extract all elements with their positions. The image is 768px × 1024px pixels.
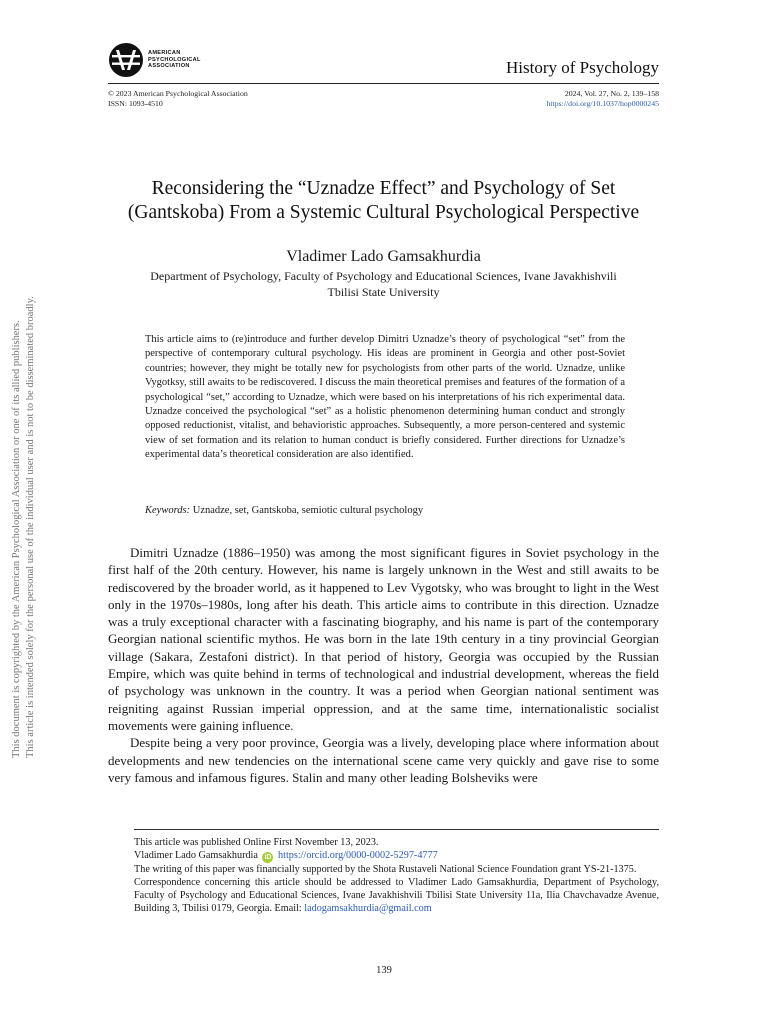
- header-divider: [108, 83, 659, 84]
- issn-line: ISSN: 1093-4510: [108, 98, 163, 108]
- article-title: Reconsidering the “Uznadze Effect” and Psychology of Set (Gantskoba) From a Systemic Cultural Psychological Perspective: [127, 178, 640, 223]
- footnote-divider: [134, 829, 659, 830]
- side-notice-line-2: This article is intended solely for the personal use of the individual user and is not to be disseminated broadly.: [25, 296, 36, 758]
- article-body: [108, 544, 659, 786]
- doi-link[interactable]: https://doi.org/10.1037/hop0000245: [546, 98, 659, 108]
- keywords-label: Keywords:: [145, 505, 191, 516]
- publication-meta-right: [547, 89, 659, 108]
- orcid-link[interactable]: https://orcid.org/0000-0002-5297-4777: [278, 850, 438, 861]
- apa-logo-icon: [108, 42, 144, 78]
- author-name: Vladimer Lado Gamsakhurdia: [286, 248, 481, 265]
- orcid-icon: iD: [264, 854, 272, 861]
- keywords: [145, 505, 625, 516]
- footnotes: [134, 836, 659, 915]
- orcid-note: [134, 849, 659, 863]
- copyright-line: © 2023 American Psychological Association: [108, 89, 248, 98]
- page-number: 139: [376, 965, 392, 976]
- volume-line: 2024, Vol. 27, No. 2, 139–158: [564, 89, 659, 98]
- correspondence-note: Correspondence concerning this article should be addressed to Vladimer Lado Gamsakhurdia, Department of Psychology, Faculty of Psychology and Educational Sciences, Ivane Javakhishvili Tbilisi State University 11a, Ilia Chavchavadze Avenue, Building 3, Tbilisi 0179, Georgia. Email: ladogamsakhurdia@gmail.com: [134, 877, 659, 914]
- published-note: This article was published Online First November 13, 2023.: [134, 837, 379, 848]
- apa-logo-text: AMERICAN PSYCHOLOGICAL ASSOCIATION: [148, 50, 201, 70]
- journal-header: [108, 42, 659, 82]
- side-notice-line-1: This document is copyrighted by the American Psychological Association or one of its allied publishers.: [11, 320, 22, 758]
- body-paragraph: Despite being a very poor province, Georgia was a lively, developing place where information about developments and new tendencies on the international scene came very quickly and gave rise to some very famous and infamous figures. Stalin and many other leading Bolsheviks were: [108, 735, 659, 785]
- funding-note: The writing of this paper was financially supported by the Shota Rustaveli National Science Foundation grant YS-21-1375.: [134, 864, 637, 875]
- publication-meta-left: [108, 89, 248, 108]
- orcid-author: Vladimer Lado Gamsakhurdia: [134, 850, 258, 861]
- apa-logo: [108, 42, 258, 82]
- keywords-terms: Uznadze, set, Gantskoba, semiotic cultural psychology: [192, 505, 424, 516]
- email-link[interactable]: ladogamsakhurdia@gmail.com: [304, 903, 432, 914]
- body-paragraph: Dimitri Uznadze (1886–1950) was among the most significant figures in Soviet psychology in the first half of the 20th century. However, his name is largely unknown in the West and still awaits to be rediscovered by the broader world, as it happened to Lev Vygotsky, who was brought to light in the West only in the 1970s–1980s, long after his death. This article aims to contribute in this direction. Uznadze was a truly exceptional character with a fascinating biography, and his name is part of the contemporary Georgian national scientific mythos. He was born in the late 19th century in a tiny provincial Georgian village (Sakara, Zestafoni district). In that period of history, Georgia was occupied by the Russian Empire, which was quite behind in terms of technological and industrial development, whereas the field of psychology was unknown in the country. It was a period when Georgian national sentiment was reigniting against Russian imperial oppression, and at the same time, internationalistic socialist movements were gaining influence.: [108, 545, 659, 733]
- journal-title: History of Psychology: [506, 58, 659, 77]
- abstract: This article aims to (re)introduce and further develop Dimitri Uznadze’s theory of psychological “set” from the perspective of contemporary cultural psychology. His ideas are prominent in Georgia and other post-Soviet countries; however, they might be totally new for psychologists from other parts of the world. Uznadze, unlike Vygotksy, still awaits to be rediscovered. I discuss the main theoretical premises and features of the formation of a psychological “set,” according to Uznadze, which were based on his interpretations of his rich experimental data. Uznadze conceived the psychological “set” as a holistic phenomenon determining human conduct and strongly opposed reductionist, vitalist, and behavioristic approaches. Subsequently, a more person-centered and systemic view of set formation and its relation to human conduct is briefly considered. Further directions for Uznadze’s experimental data’s theoretical consideration are also identified.: [145, 334, 625, 461]
- author-affiliation: Department of Psychology, Faculty of Psychology and Educational Sciences, Ivane Javakhishvili Tbilisi State University: [150, 269, 617, 299]
- copyright-side-notice: [4, 258, 44, 758]
